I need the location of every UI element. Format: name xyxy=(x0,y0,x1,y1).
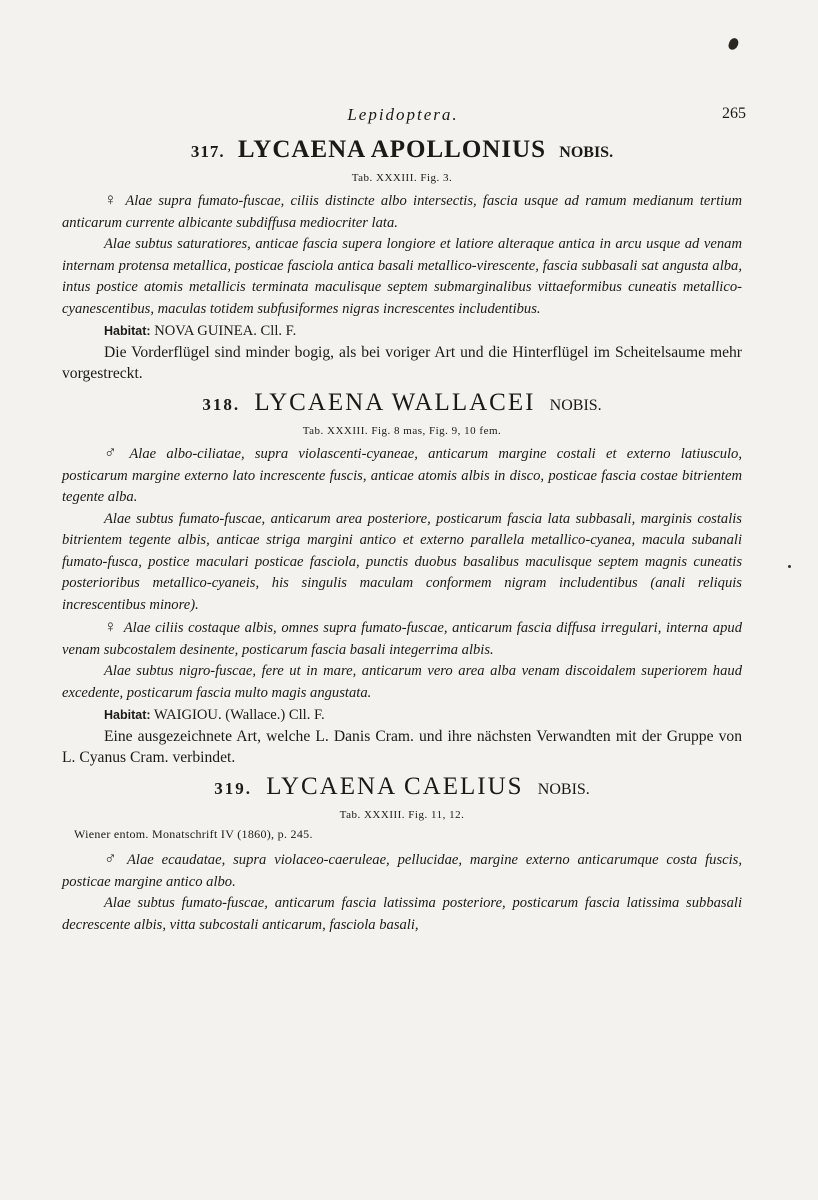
latin-description xyxy=(62,234,742,320)
habitat-label: Habitat: xyxy=(104,708,151,722)
latin-text: Alae albo-ciliatae, supra violascenti-cyaneae, anticarum margine costali et externo latiusculo, posticarum margine externo lato increscente fuscis, anticae atomis albis in disco, posticae fascia costae bitrientem tegente alba. xyxy=(62,446,743,505)
species-author: NOBIS. xyxy=(537,781,590,798)
habitat-value: NOVA GUINEA. Cll. F. xyxy=(154,323,297,339)
german-remark: Eine ausgezeichnete Art, welche L. Danis Cram. und ihre nächsten Verwandten mit der Gruppe von L. Cyanus Cram. verbindet. xyxy=(62,728,742,766)
latin-text: Alae supra fumato-fuscae, ciliis distincte albo intersectis, fascia usque ad ramum medianum tertium anticarum currente albicante subdiffusa mediocriter lata. xyxy=(62,193,743,231)
species-author: NOBIS. xyxy=(549,397,602,414)
species-number: 319. xyxy=(214,779,252,798)
species-entry-318 xyxy=(62,388,742,768)
latin-description xyxy=(62,509,742,617)
latin-text: Alae ciliis costaque albis, omnes supra fumato-fuscae, anticarum fascia diffusa irregulari, interna apud venam subcostalem desinente, posticarum fascia basali integerrima albis. xyxy=(62,620,742,658)
female-symbol-icon: ♀ xyxy=(104,190,120,209)
species-author: NOBIS. xyxy=(559,144,614,161)
running-head xyxy=(60,103,746,129)
habitat-label: Habitat: xyxy=(104,324,151,338)
running-head-title: Lepidoptera. xyxy=(347,105,459,124)
male-symbol-icon: ♂ xyxy=(104,443,124,462)
species-name: LYCAENA CAELIUS xyxy=(266,773,524,800)
male-symbol-icon: ♂ xyxy=(104,849,121,868)
latin-description xyxy=(62,442,742,509)
species-number: 318. xyxy=(202,395,241,414)
latin-text: Alae subtus fumato-fuscae, anticarum fascia latissima posteriore, posticarum fascia latissima subbasali decrescente albis, vitta subcostali anticarum, fasciola basali, xyxy=(62,895,742,933)
species-entry-317 xyxy=(62,135,742,384)
latin-description xyxy=(62,893,742,936)
ink-speck xyxy=(788,565,791,568)
page-content xyxy=(62,135,742,936)
species-number: 317. xyxy=(190,142,225,161)
german-remark: Die Vorderflügel sind minder bogig, als bei voriger Art und die Hinterflügel im Scheitelsaume mehr vorgestreckt. xyxy=(62,344,742,382)
species-entry-319 xyxy=(62,772,742,936)
habitat-value: WAIGIOU. (Wallace.) Cll. F. xyxy=(153,707,325,723)
female-symbol-icon: ♀ xyxy=(104,617,118,636)
latin-description xyxy=(62,661,742,704)
plate-reference: Tab. XXXIII. Fig. 3. xyxy=(351,172,453,184)
ink-blot xyxy=(727,37,740,51)
latin-text: Alae ecaudatae, supra violaceo-caeruleae, pellucidae, margine externo anticarumque costa fuscis, posticae margine antico albo. xyxy=(62,852,742,890)
species-heading xyxy=(62,388,742,421)
habitat-line xyxy=(62,320,742,342)
latin-text: Alae subtus nigro-fuscae, fere ut in mare, anticarum vero area alba venam discoidalem superiorem haud excedente, posticarum fascia multo magis angustata. xyxy=(62,663,742,701)
latin-text: Alae subtus saturatiores, anticae fascia supera longiore et latiore alteraque antica in arcu usque ad venam internam protensa metallica, posticae fasciola antica basali metallico-virescente, fascia subbasali sat angusta alba, intus postice atomis metallicis terminata maculisque septem submarginalibus vittaeformibus cuneatis metallico-cyanescentibus, maculas totidem subfusiformes nigras increscentes includentibus. xyxy=(62,236,742,317)
species-heading xyxy=(62,772,742,805)
latin-description xyxy=(62,189,742,234)
plate-reference: Tab. XXXIII. Fig. 11, 12. xyxy=(339,809,465,821)
species-heading xyxy=(62,135,742,168)
literature-reference: Wiener entom. Monatschrift IV (1860), p. 245. xyxy=(74,827,313,841)
latin-text: Alae subtus fumato-fuscae, anticarum area posteriore, posticarum fascia lata subbasali, marginis costalis bitrientem tegente albis, anticae striga margini antico et externo parallela metallico-cyanea, macula subanali fumato-fusca, postice maculari posticae fasciola, punctis duobus basalibus maculisque septem magnis cuneatis posterioribus metallico-cyaneis, his singulis maculam conformem nigram includentibus (anali reliquis increscentibus minore). xyxy=(62,510,742,613)
page-number: 265 xyxy=(722,105,746,122)
habitat-line xyxy=(62,704,742,726)
latin-description xyxy=(62,848,742,893)
latin-description xyxy=(62,616,742,661)
plate-reference: Tab. XXXIII. Fig. 8 mas, Fig. 9, 10 fem. xyxy=(302,425,502,437)
species-name: LYCAENA WALLACEI xyxy=(254,389,536,416)
species-name: LYCAENA APOLLONIUS xyxy=(237,136,547,163)
